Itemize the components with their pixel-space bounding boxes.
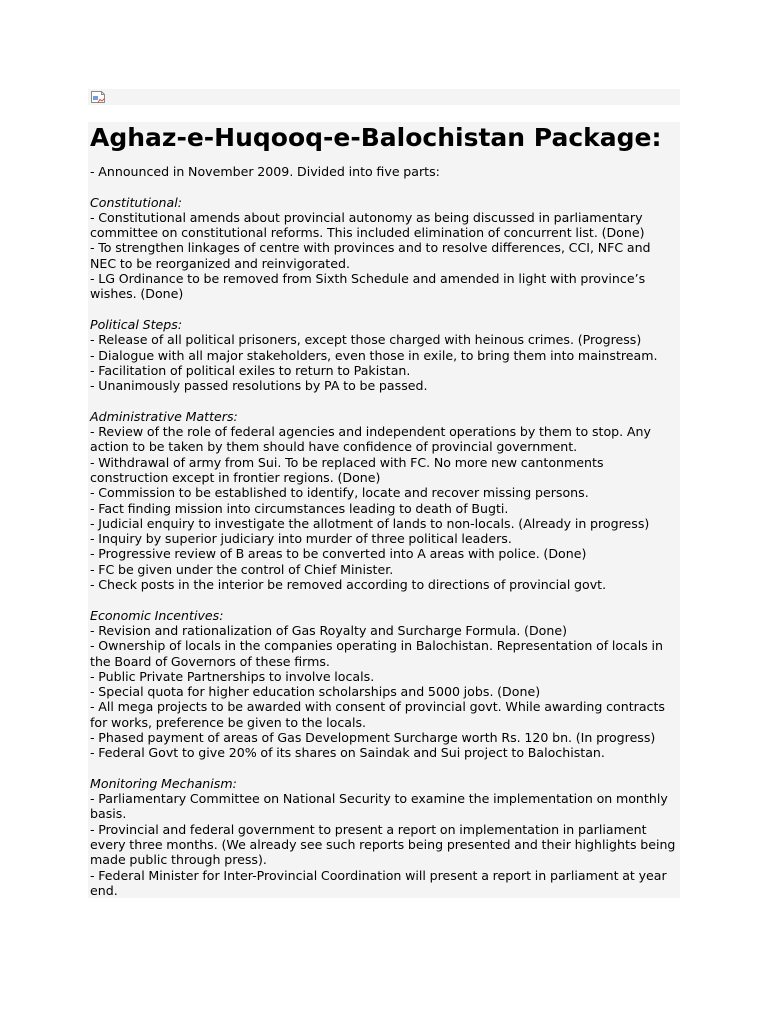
list-item: - Release of all political prisoners, except those charged with heinous crimes. (Progress) [90,332,642,348]
list-item: - Public Private Partnerships to involve locals. [90,668,375,684]
list-item: - Progressive review of B areas to be converted into A areas with police. (Done) [90,546,587,562]
article-body [90,164,680,898]
section-constitutional [90,195,680,302]
intro-paragraph: - Announced in November 2009. Divided into five parts: [90,164,440,179]
list-item: - To strengthen linkages of centre with provinces and to resolve differences, CCI, NFC and NEC to be reorganized and reinvigorated. [90,240,651,271]
list-item: - Revision and rationalization of Gas Royalty and Surcharge Formula. (Done) [90,622,567,638]
image-strip [88,89,680,105]
list-item: - Withdrawal of army from Sui. To be replaced with FC. No more new cantonments construction except in frontier regions. (Done) [90,454,604,485]
section-monitoring-mechanism [90,776,680,898]
section-heading: Monitoring Mechanism: [90,775,237,791]
broken-image-icon [90,90,106,104]
list-item: - Phased payment of areas of Gas Development Surcharge worth Rs. 120 bn. (In progress) [90,729,656,745]
list-item: - Check posts in the interior be removed according to directions of provincial govt. [90,577,607,593]
list-item: - Fact finding mission into circumstances leading to death of Bugti. [90,500,509,516]
list-item: - Inquiry by superior judiciary into murder of three political leaders. [90,531,512,547]
list-item: - Facilitation of political exiles to return to Pakistan. [90,362,411,378]
list-item: - Dialogue with all major stakeholders, even those in exile, to bring them into mainstream. [90,347,658,363]
list-item: - Commission to be established to identify, locate and recover missing persons. [90,485,589,501]
list-item: - Ownership of locals in the companies operating in Balochistan. Representation of locals in the Board of Governors of these firms. [90,638,664,669]
list-item: - Constitutional amends about provincial autonomy as being discussed in parliamentary committee on constitutional reforms. This included elimination of concurrent list. (Done) [90,209,645,241]
list-item: - All mega projects to be awarded with consent of provincial govt. While awarding contracts for works, preference be given to the locals. [90,699,665,730]
list-item: - Special quota for higher education scholarships and 5000 jobs. (Done) [90,684,541,700]
page-title: Aghaz-e-Huqooq-e-Balochistan Package: [90,123,662,152]
section-heading: Economic Incentives: [90,607,224,623]
list-item: - LG Ordinance to be removed from Sixth Schedule and amended in light with province’s wishes. (Done) [90,271,646,302]
section-economic-incentives [90,608,680,761]
list-item: - Provincial and federal government to present a report on implementation in parliament every three months. (We already see such reports being presented and their highlights being made public through press). [90,821,676,868]
section-heading: Constitutional: [90,194,182,210]
section-heading: Political Steps: [90,316,183,332]
list-item: - Federal Govt to give 20% of its shares on Saindak and Sui project to Balochistan. [90,745,605,761]
list-item: - Judicial enquiry to investigate the allotment of lands to non-locals. (Already in progress) [90,515,650,531]
list-item: - Federal Minister for Inter-Provincial Coordination will present a report in parliament at year end. [90,867,667,898]
list-item: - Parliamentary Committee on National Security to examine the implementation on monthly basis. [90,791,668,822]
section-heading: Administrative Matters: [90,408,238,424]
list-item: - Unanimously passed resolutions by PA to be passed. [90,378,428,394]
section-political-steps [90,317,680,393]
list-item: - FC be given under the control of Chief Minister. [90,561,394,577]
list-item: - Review of the role of federal agencies and independent operations by them to stop. Any action to be taken by them should have confidence of provincial government. [90,424,651,455]
section-administrative-matters [90,409,680,593]
article-panel [88,122,680,898]
